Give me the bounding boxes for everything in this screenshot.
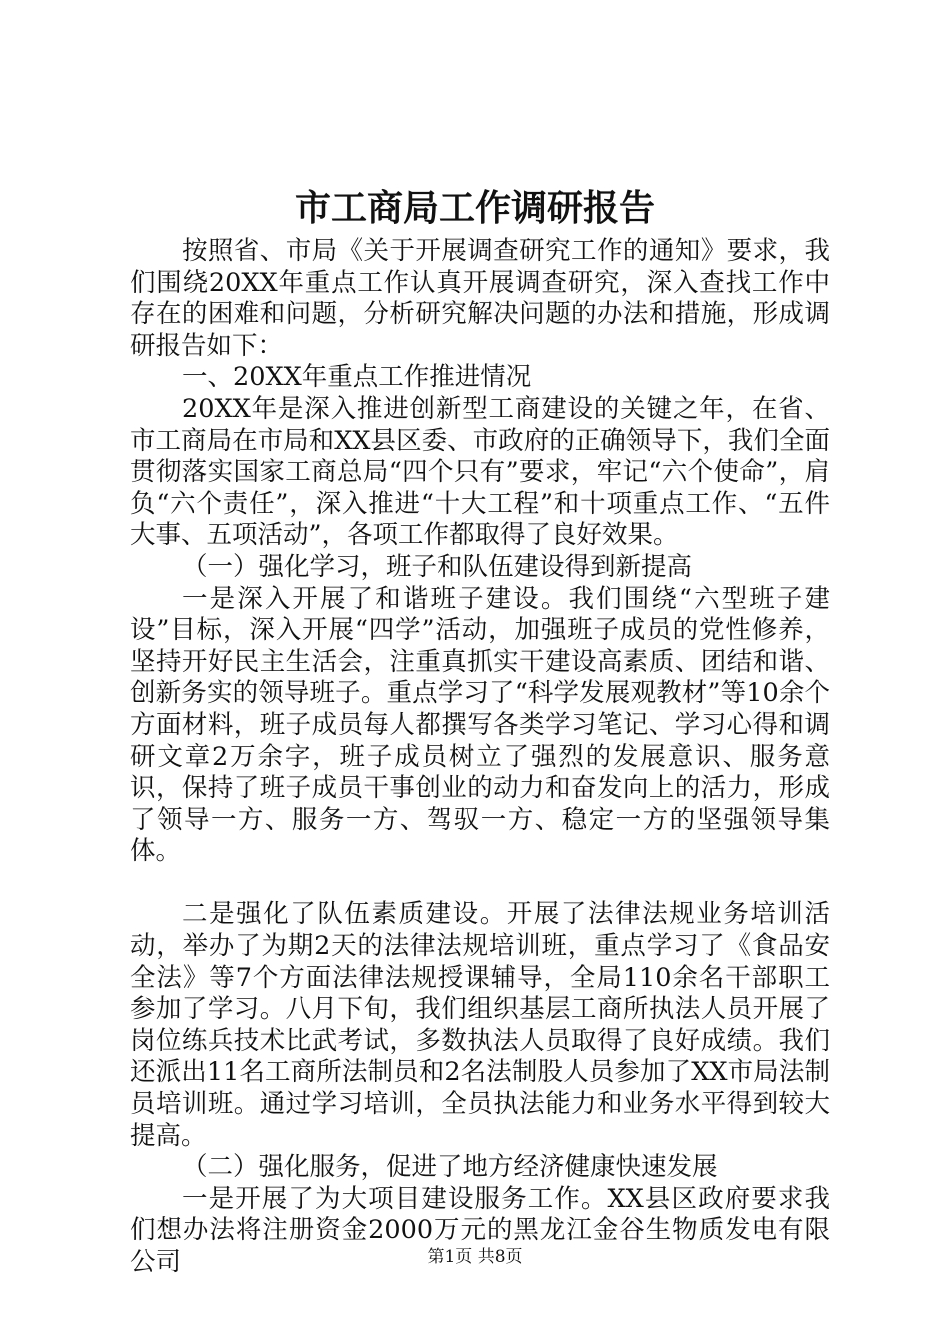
- paragraph-team-building: 一是深入开展了和谐班子建设。我们围绕“六型班子建设”目标，深入开展“四学”活动，加强班子成员的党性修养，坚持开好民主生活会，注重真抓实干建设高素质、团结和谐、创新务实的领导班子。重点学习了“科学发展观教材”等10余个方面材料，班子成员每人都撰写各类学习笔记、学习心得和调研文章2万余字，班子成员树立了强烈的发展意识、服务意识，保持了班子成员干事创业的动力和奋发向上的活力，形成了领导一方、服务一方、驾驭一方、稳定一方的坚强领导集体。: [130, 583, 830, 867]
- paragraph-staff-training: 二是强化了队伍素质建设。开展了法律法规业务培训活动，举办了为期2天的法律法规培训班，重点学习了《食品安全法》等7个方面法律法规授课辅导，全局110余名干部职工参加了学习。八月下旬，我们组织基层工商所执法人员开展了岗位练兵技术比武考试，多数执法人员取得了良好成绩。我们还派出11名工商所法制员和2名法制股人员参加了XX市局法制员培训班。通过学习培训，全员执法能力和业务水平得到较大提高。: [130, 899, 830, 1151]
- subsection-heading-2: （二）强化服务，促进了地方经济健康快速发展: [182, 1152, 718, 1183]
- paragraph-project-service: 一是开展了为大项目建设服务工作。XX县区政府要求我们想办法将注册资金2000万元的黑龙江金谷生物质发电有限公司: [130, 1183, 830, 1277]
- section-heading-1: 一、20XX年重点工作推进情况: [182, 362, 532, 393]
- document-title: 市工商局工作调研报告: [294, 187, 655, 229]
- paragraph-intro: 按照省、市局《关于开展调查研究工作的通知》要求，我们围绕20XX年重点工作认真开展调查研究，深入查找工作中存在的困难和问题，分析研究解决问题的办法和措施，形成调研报告如下：: [130, 236, 830, 361]
- document-body: [130, 236, 830, 1279]
- subsection-heading-1: （一）强化学习，班子和队伍建设得到新提高: [182, 551, 693, 582]
- page-footer: 第1页 共8页: [427, 1247, 523, 1267]
- paragraph-overview: 20XX年是深入推进创新型工商建设的关键之年，在省、市工商局在市局和XX县区委、市政府的正确领导下，我们全面贯彻落实国家工商总局“四个只有”要求，牢记“六个使命”，肩负“六个责任”，深入推进“十大工程”和十项重点工作、“五件大事、五项活动”，各项工作都取得了良好效果。: [130, 393, 830, 551]
